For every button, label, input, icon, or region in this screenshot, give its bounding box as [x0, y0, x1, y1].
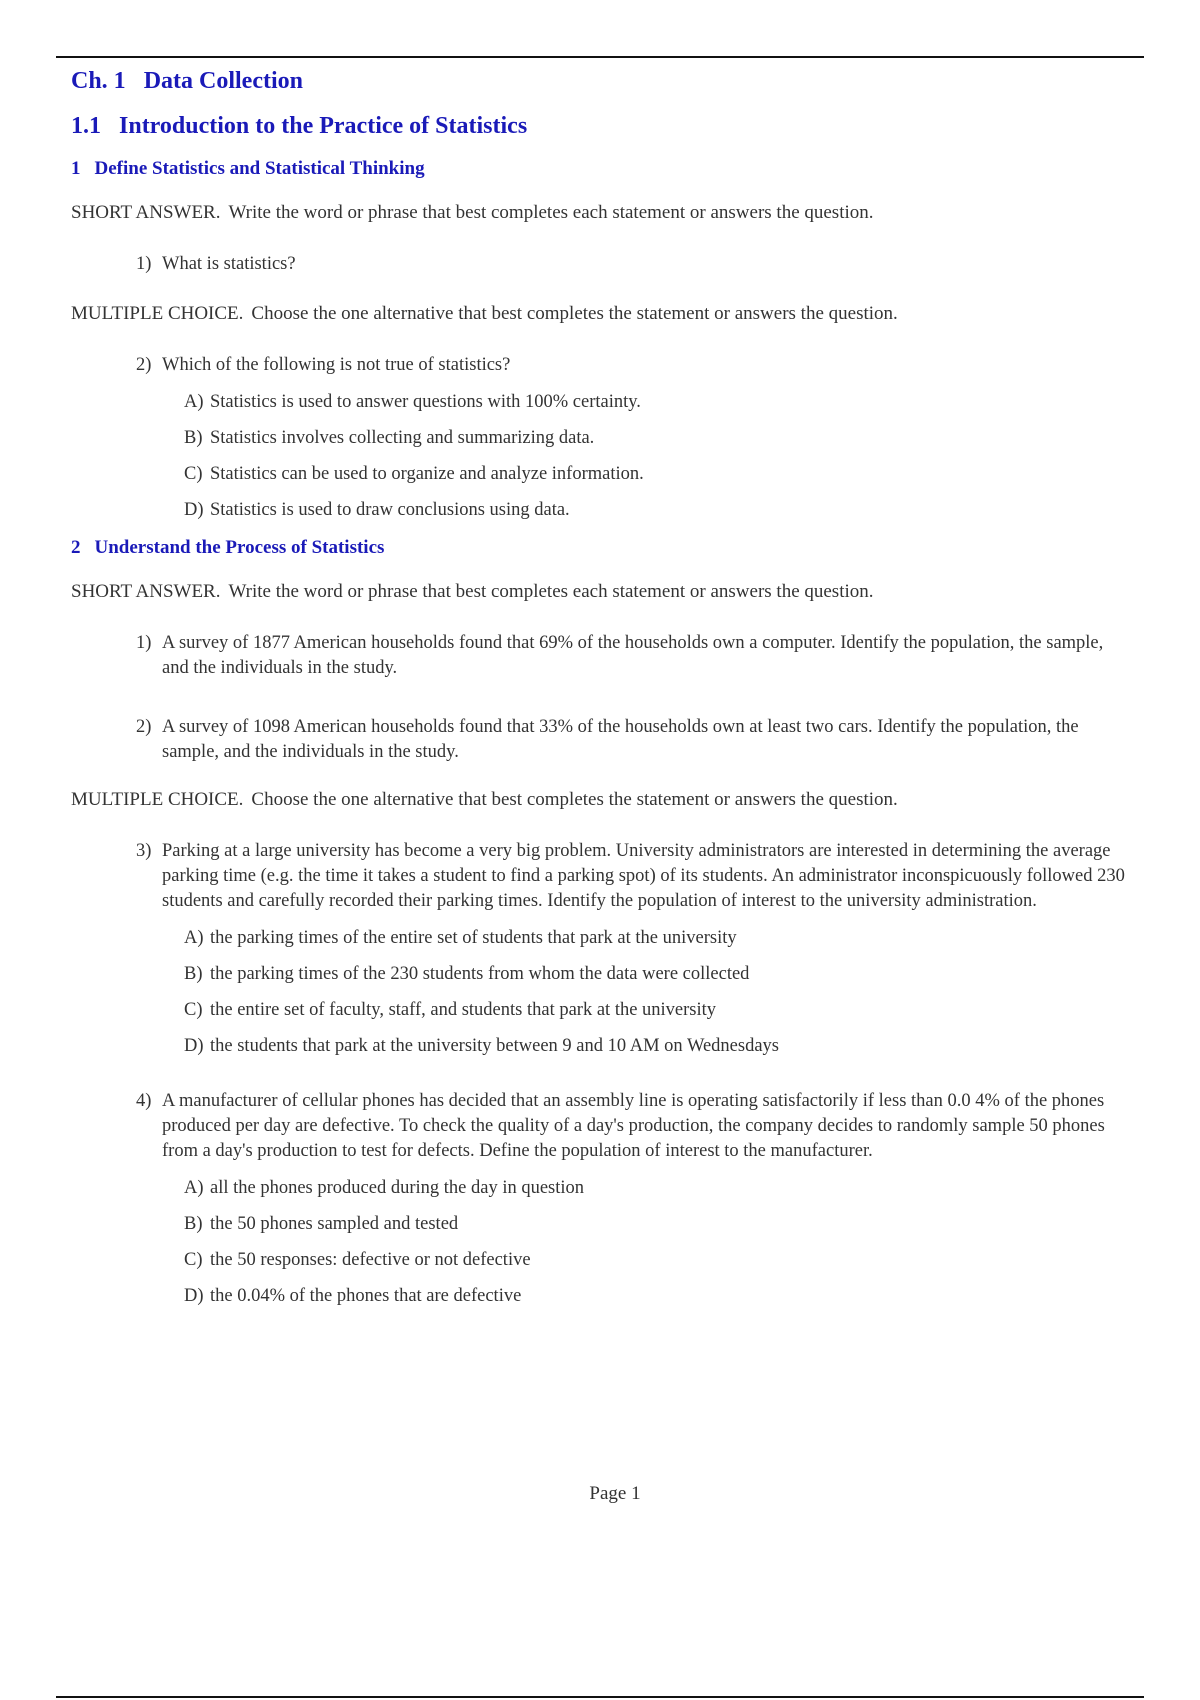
question-number: 3) — [136, 841, 152, 861]
option-letter: D) — [184, 1036, 204, 1056]
answer-option — [162, 962, 1131, 987]
answer-option — [162, 1176, 1131, 1201]
instruction-text: Choose the one alternative that best completes the statement or answers the question. — [251, 789, 898, 810]
objective-number: 2 — [71, 537, 81, 558]
question-item — [71, 631, 1131, 681]
option-text: the parking times of the entire set of students that park at the university — [210, 928, 737, 948]
section-number: 1.1 — [71, 113, 101, 139]
question-item — [71, 715, 1131, 765]
answer-option — [162, 1248, 1131, 1273]
option-letter: C) — [184, 464, 203, 484]
instruction-kind: SHORT ANSWER. — [71, 202, 221, 223]
question-text: Which of the following is not true of statistics? — [162, 355, 511, 375]
question-item — [71, 353, 1131, 523]
bottom-rule — [56, 1696, 1144, 1698]
option-letter: A) — [184, 1178, 204, 1198]
chapter-title: Data Collection — [143, 68, 303, 94]
answer-options — [162, 1176, 1131, 1309]
answer-options — [162, 390, 1131, 523]
option-letter: D) — [184, 1286, 204, 1306]
answer-option — [162, 1284, 1131, 1309]
question-number: 2) — [136, 717, 152, 737]
instruction-kind: MULTIPLE CHOICE. — [71, 303, 244, 324]
question-item — [71, 1089, 1131, 1309]
question-text: A manufacturer of cellular phones has decided that an assembly line is operating satisfactorily if less than 0.0 4% of the phones produced per day are defective. To check the quality of a day's production, the company decides to randomly sample 50 phones from a day's production to test for defects. Define the population of interest to the manufacturer. — [162, 1091, 1105, 1161]
short-answer-instructions — [71, 581, 1131, 603]
question-number: 1) — [136, 633, 152, 653]
question-number: 1) — [136, 254, 152, 274]
top-rule — [56, 56, 1144, 58]
instruction-text: Choose the one alternative that best completes the statement or answers the question. — [251, 303, 898, 324]
option-letter: C) — [184, 1000, 203, 1020]
answer-option — [162, 498, 1131, 523]
answer-option — [162, 390, 1131, 415]
instruction-text: Write the word or phrase that best completes each statement or answers the question. — [228, 581, 874, 602]
option-letter: B) — [184, 1214, 203, 1234]
question-text: A survey of 1098 American households found that 33% of the households own at least two cars. Identify the population, the sample, and the individuals in the study. — [162, 717, 1079, 762]
option-letter: D) — [184, 500, 204, 520]
multiple-choice-instructions — [71, 303, 1131, 325]
answer-options — [162, 926, 1131, 1059]
option-text: the 50 responses: defective or not defective — [210, 1250, 531, 1270]
answer-option — [162, 1212, 1131, 1237]
section-heading — [71, 113, 1131, 140]
chapter-number: Ch. 1 — [71, 68, 126, 94]
option-text: Statistics can be used to organize and analyze information. — [210, 464, 644, 484]
option-text: Statistics involves collecting and summarizing data. — [210, 428, 595, 448]
answer-option — [162, 998, 1131, 1023]
objective-heading-2 — [71, 537, 1131, 559]
option-text: the 50 phones sampled and tested — [210, 1214, 459, 1234]
option-letter: B) — [184, 428, 203, 448]
option-text: the entire set of faculty, staff, and students that park at the university — [210, 1000, 717, 1020]
instruction-text: Write the word or phrase that best completes each statement or answers the question. — [228, 202, 874, 223]
short-answer-instructions — [71, 202, 1131, 224]
option-text: Statistics is used to answer questions with 100% certainty. — [210, 392, 641, 412]
question-item — [71, 252, 1131, 277]
question-item — [71, 839, 1131, 1059]
question-text: A survey of 1877 American households found that 69% of the households own a computer. Identify the population, the sample, and the individuals in the study. — [162, 633, 1104, 678]
option-text: Statistics is used to draw conclusions using data. — [210, 500, 570, 520]
question-number: 2) — [136, 355, 152, 375]
objective-heading-1 — [71, 158, 1131, 180]
option-letter: A) — [184, 392, 204, 412]
objective-number: 1 — [71, 158, 81, 179]
page-number: Page 1 — [589, 1483, 641, 1504]
instruction-kind: MULTIPLE CHOICE. — [71, 789, 244, 810]
option-text: the parking times of the 230 students from whom the data were collected — [210, 964, 750, 984]
answer-option — [162, 926, 1131, 951]
chapter-heading — [71, 68, 1131, 95]
option-text: all the phones produced during the day in question — [210, 1178, 585, 1198]
question-number: 4) — [136, 1091, 152, 1111]
answer-option — [162, 1034, 1131, 1059]
answer-option — [162, 462, 1131, 487]
option-letter: C) — [184, 1250, 203, 1270]
option-letter: A) — [184, 928, 204, 948]
option-text: the 0.04% of the phones that are defective — [210, 1286, 522, 1306]
question-text: What is statistics? — [162, 254, 296, 274]
instruction-kind: SHORT ANSWER. — [71, 581, 221, 602]
objective-title: Understand the Process of Statistics — [94, 537, 385, 558]
section-title: Introduction to the Practice of Statistics — [119, 113, 528, 139]
option-letter: B) — [184, 964, 203, 984]
document-page — [71, 68, 1131, 1320]
option-text: the students that park at the university between 9 and 10 AM on Wednesdays — [210, 1036, 779, 1056]
answer-option — [162, 426, 1131, 451]
question-text: Parking at a large university has become a very big problem. University administrators are interested in determining the average parking time (e.g. the time it takes a student to find a parking spot) of its students. An administrator inconspicuously followed 230 students and carefully recorded their parking times. Identify the population of interest to the university administration. — [162, 841, 1125, 911]
multiple-choice-instructions — [71, 789, 1131, 811]
objective-title: Define Statistics and Statistical Thinking — [94, 158, 425, 179]
